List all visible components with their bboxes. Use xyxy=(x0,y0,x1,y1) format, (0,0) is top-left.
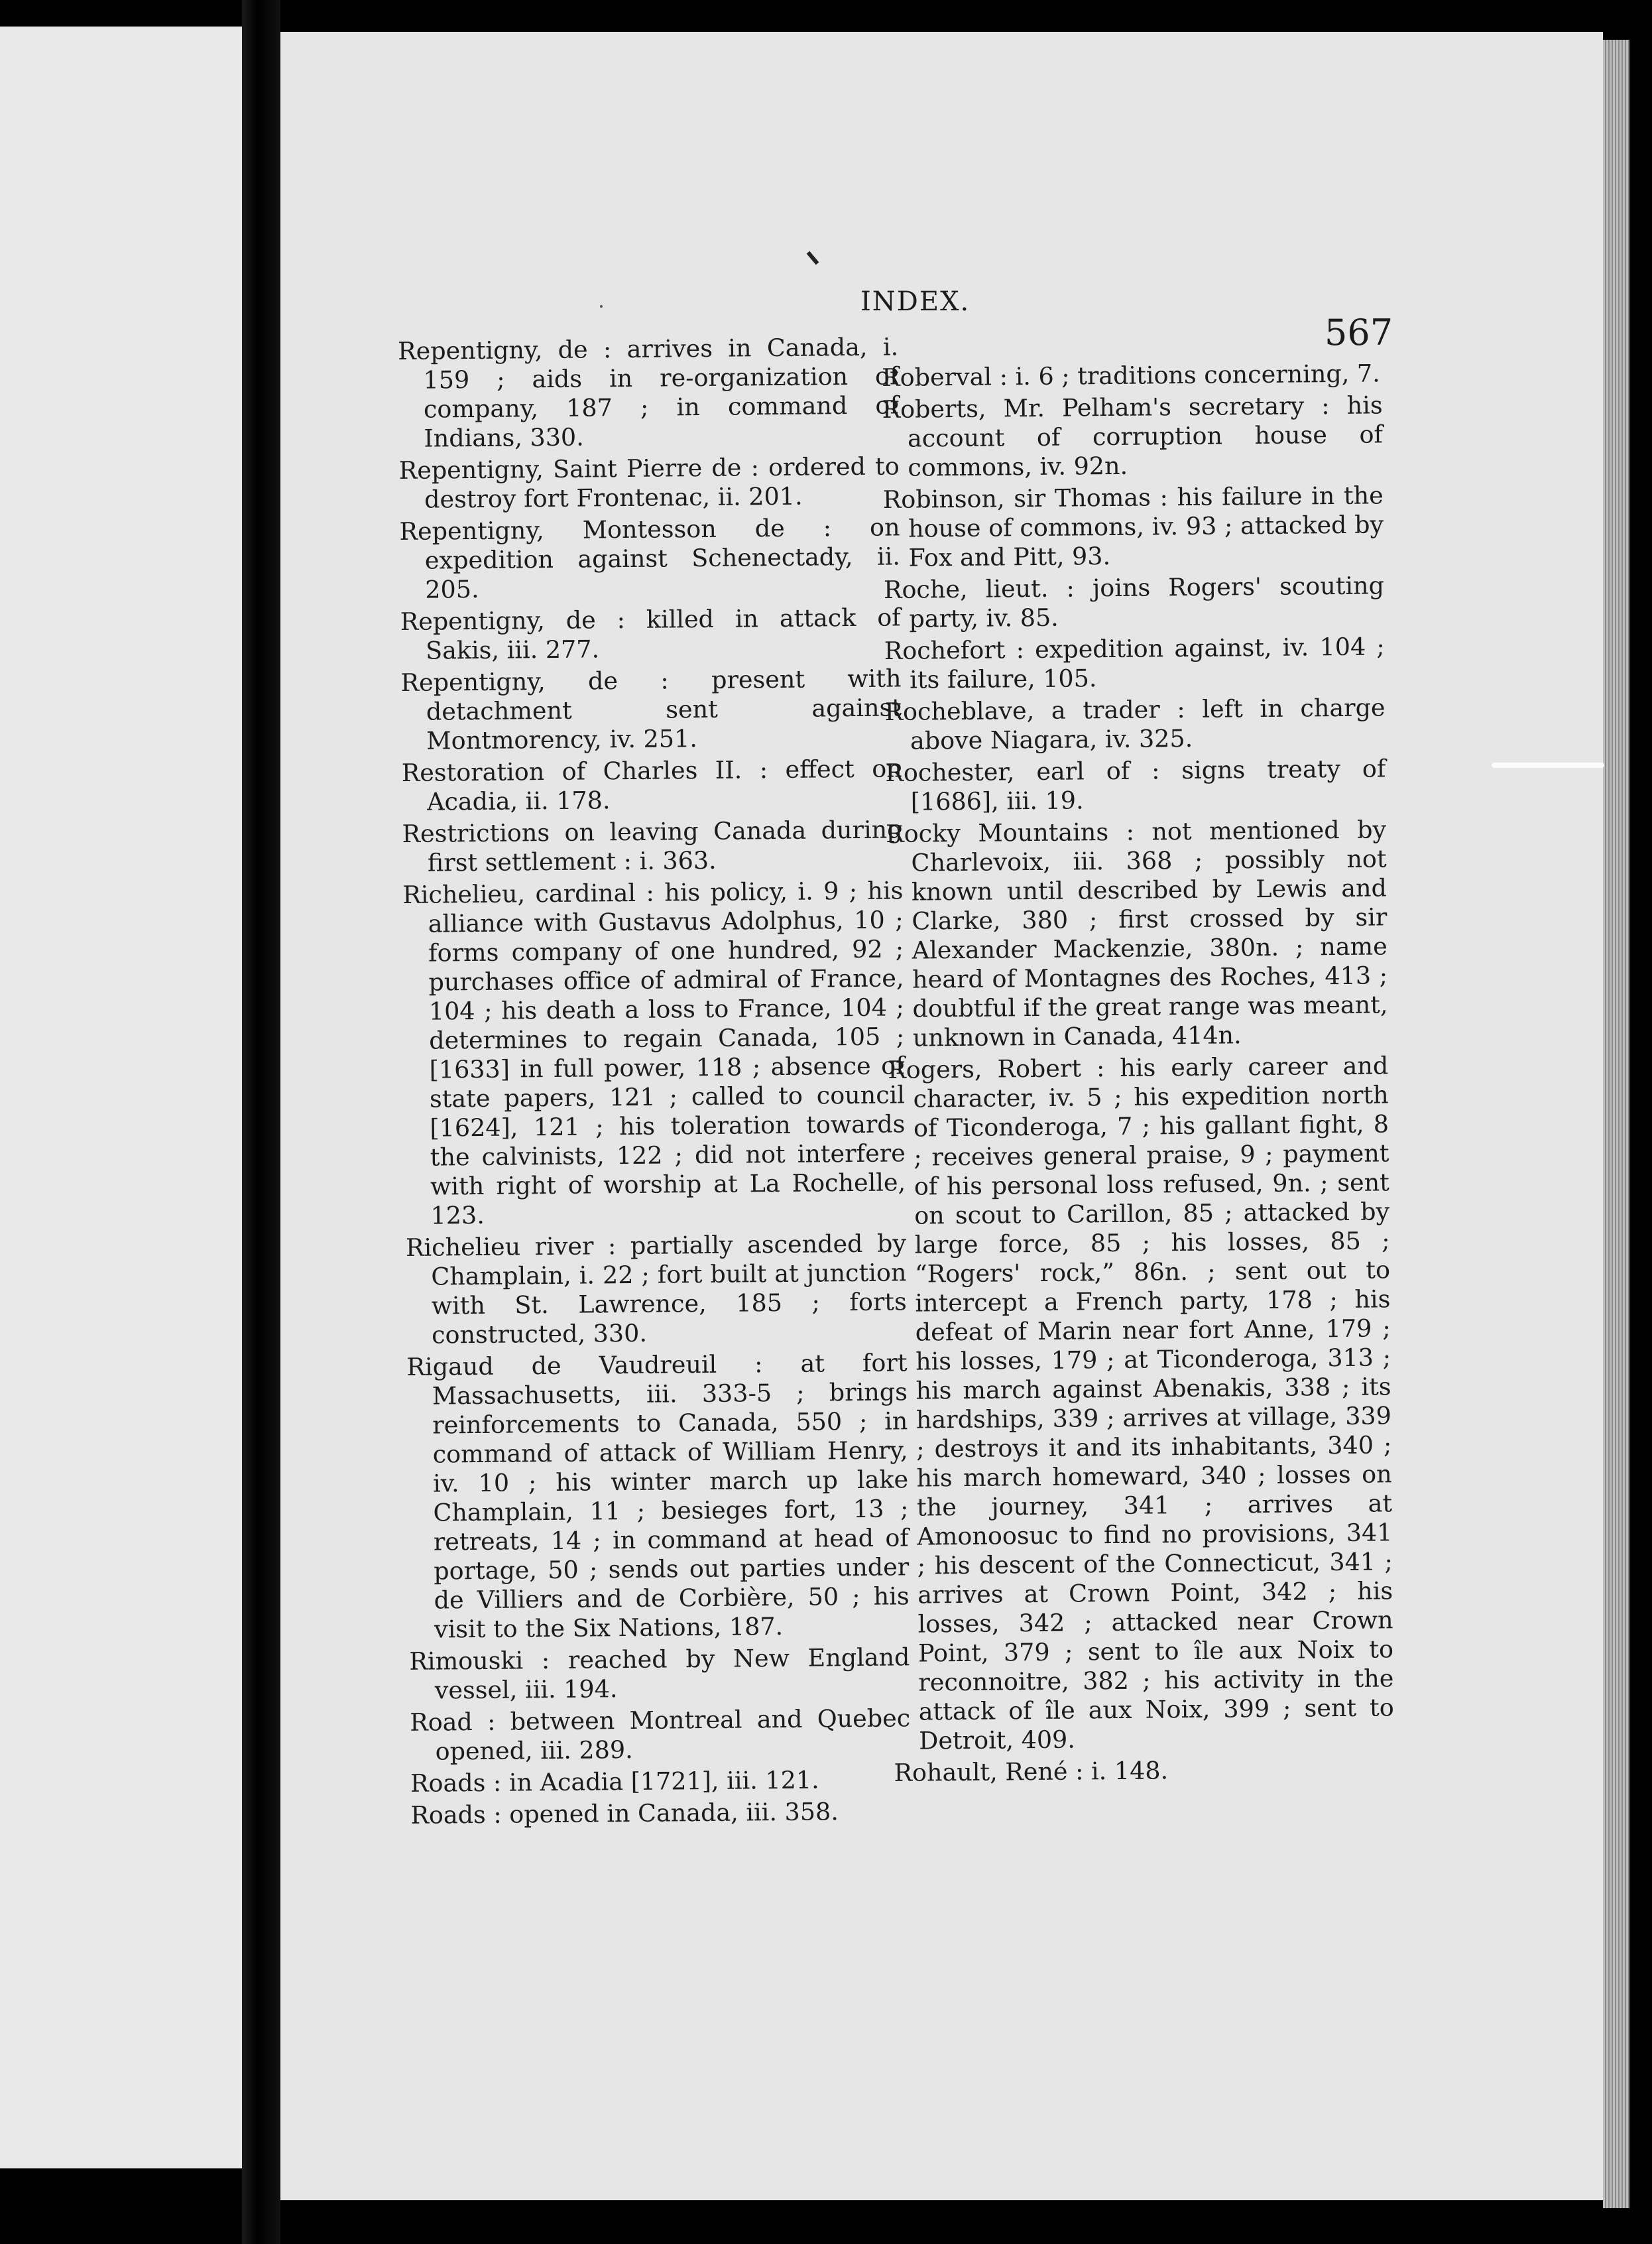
index-entry: Restoration of Charles II. : effect on Acadia, ii. 178. xyxy=(401,754,902,816)
page-number: 567 xyxy=(1325,312,1393,353)
index-entry: Rocky Mountains : not mentioned by Charlevoix, iii. 368 ; possibly not known until described by Lewis and Clarke, 380 ; first crossed by sir Alexander Mackenzie, 380n. ; name heard of Montagnes des Roches, 413 ; doubtful if the great range was meant, unknown in Canada, 414n. xyxy=(886,815,1388,1052)
index-entry: Rigaud de Vaudreuil : at fort Massachusetts, iii. 333-5 ; brings reinforcements to Canada, 550 ; in command of attack of William Henry, iv. 10 ; his winter march up lake Champlain, 11 ; besieges fort, 13 ; retreats, 14 ; in command at head of portage, 50 ; sends out parties under de Villiers and de Corbière, 50 ; his visit to the Six Nations, 187. xyxy=(406,1348,910,1644)
index-entry: Rogers, Robert : his early career and character, iv. 5 ; his expedition north of Ticonderoga, 7 ; his gallant fight, 8 ; receives general praise, 9 ; payment of his personal loss refused, 9n. ; sent on scout to Carillon, 85 ; attacked by large force, 85 ; his losses, 85 ; “Rogers' rock,” 86n. ; sent out to intercept a French party, 178 ; his defeat of Marin near fort Anne, 179 ; his losses, 179 ; at Ticonderoga, 313 ; his march against Abenakis, 338 ; its hardships, 339 ; arrives at village, 339 ; destroys it and its inhabitants, 340 ; his march homeward, 340 ; losses on the journey, 341 ; arrives at Amonoosuc to find no provisions, 341 ; his descent of the Connecticut, 341 ; arrives at Crown Point, 342 ; his losses, 342 ; attacked near Crown Point, 379 ; sent to île aux Noix to reconnoitre, 382 ; his activity in the attack of île aux Noix, 399 ; sent to Detroit, 409. xyxy=(888,1051,1394,1755)
running-head: INDEX. xyxy=(860,286,971,317)
index-column-right xyxy=(882,359,1395,1790)
index-entry: Roberts, Mr. Pelham's secretary : his account of corruption house of commons, iv. 92n. xyxy=(882,391,1384,482)
index-entry: Roads : opened in Canada, iii. 358. xyxy=(410,1797,839,1830)
index-entry: Roads : in Acadia [1721], iii. 121. xyxy=(410,1765,819,1798)
index-entry: Rocheblave, a trader : left in charge above Niagara, iv. 325. xyxy=(884,693,1386,755)
index-entry: Repentigny, Saint Pierre de : ordered to destroy fort Frontenac, ii. 201. xyxy=(398,452,900,514)
left-page xyxy=(0,27,242,2168)
ink-dot xyxy=(600,305,603,308)
index-entry: Repentigny, de : present with detachment sent against Montmorency, iv. 251. xyxy=(400,664,902,755)
index-entry: Rimouski : reached by New England vessel, iii. 194. xyxy=(409,1643,910,1705)
index-entry: Road : between Montreal and Quebec opened, iii. 289. xyxy=(410,1704,911,1766)
page-edges xyxy=(1603,40,1629,2208)
index-entry: Roche, lieut. : joins Rogers' scouting party, iv. 85. xyxy=(883,571,1385,633)
index-column-left xyxy=(398,332,912,1833)
book-gutter xyxy=(242,0,280,2244)
index-entry: Repentigny, Montesson de : on expedition against Schenectady, ii. 205. xyxy=(399,513,901,604)
index-entry: Richelieu, cardinal : his policy, i. 9 ; his alliance with Gustavus Adolphus, 10 ; forms company of one hundred, 92 ; purchases office of admiral of France, 104 ; his death a loss to France, 104 ; determines to regain Canada, 105 ; [1633] in full power, 118 ; absence of state papers, 121 ; called to council [1624], 121 ; his toleration towards the calvinists, 122 ; did not interfere with right of worship at La Rochelle, 123. xyxy=(402,876,906,1230)
index-entry: Rohault, René : i. 148. xyxy=(894,1756,1169,1787)
index-entry: Repentigny, de : killed in attack of Sakis, iii. 277. xyxy=(400,603,901,665)
index-entry: Roberval : i. 6 ; traditions concerning, 7. xyxy=(882,359,1380,392)
index-entry: Restrictions on leaving Canada during first settlement : i. 363. xyxy=(402,815,903,877)
index-entry: Rochefort : expedition against, iv. 104 ; its failure, 105. xyxy=(884,632,1385,694)
index-entry: Rochester, earl of : signs treaty of [1686], iii. 19. xyxy=(885,754,1386,816)
index-entry: Richelieu river : partially ascended by Champlain, i. 22 ; fort built at junction with St. Lawrence, 185 ; forts constructed, 330. xyxy=(405,1229,907,1349)
index-entry: Repentigny, de : arrives in Canada, i. 159 ; aids in re-organization of company, 187 ; in command of Indians, 330. xyxy=(398,332,900,453)
index-entry: Robinson, sir Thomas : his failure in the house of commons, iv. 93 ; attacked by Fox and Pitt, 93. xyxy=(882,481,1384,572)
scan-streak xyxy=(1492,763,1604,768)
